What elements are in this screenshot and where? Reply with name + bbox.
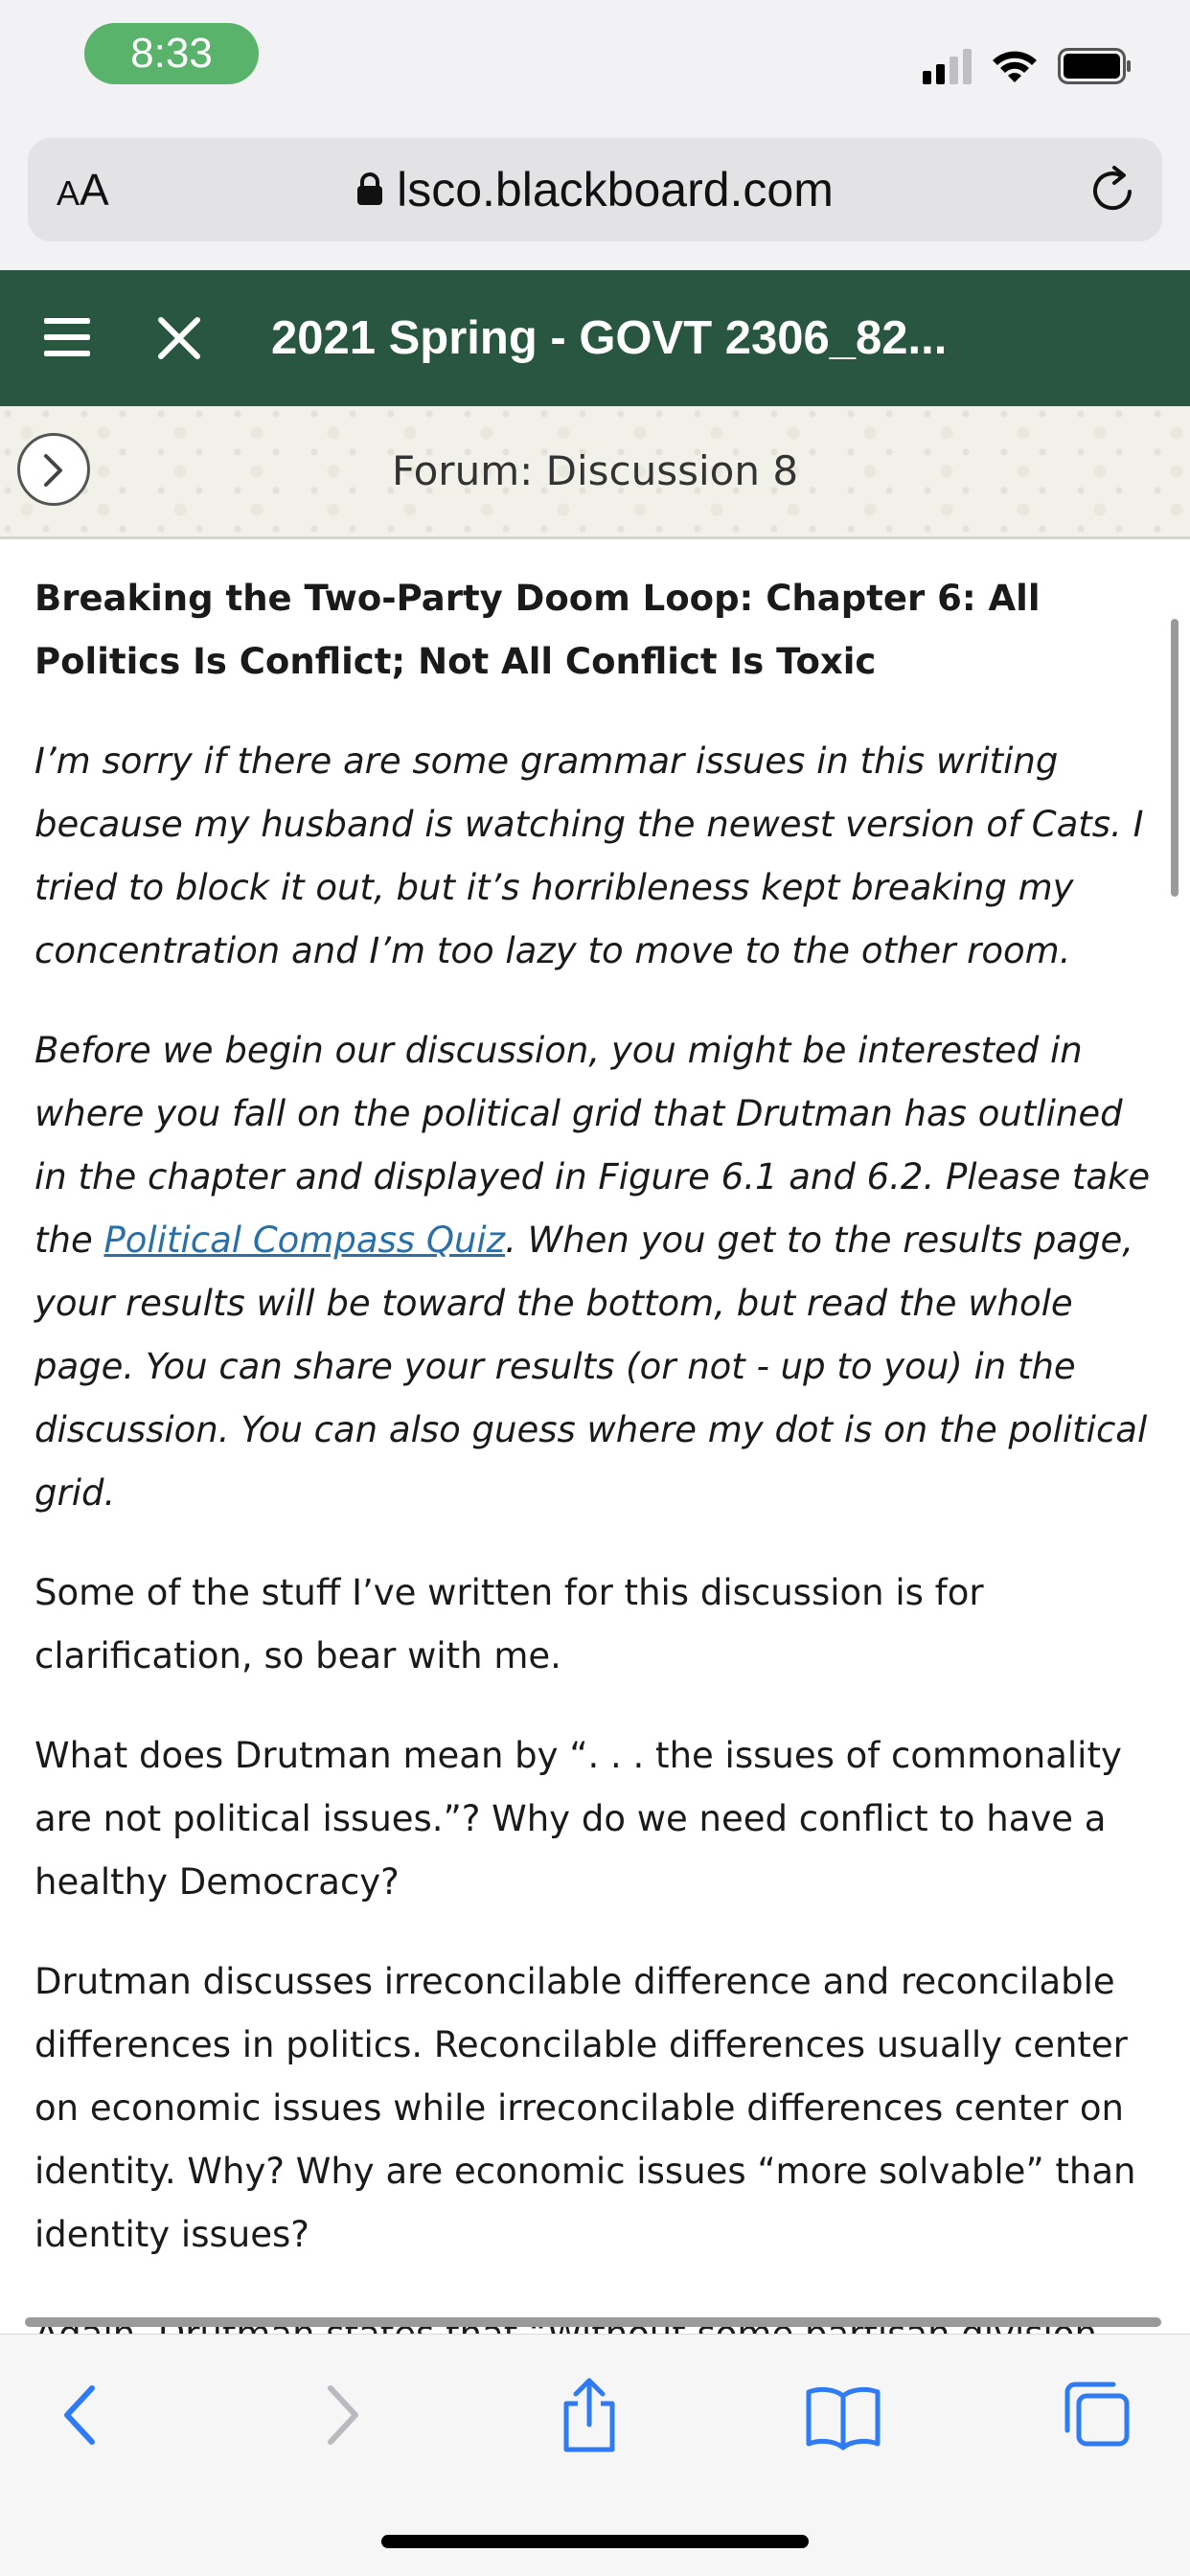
post-paragraph-2: Before we begin our discussion, you might be interested in where you fall on the political grid that Drutman has outlined in the chapter and displayed in Figure 6.1 and 6.2. Please take the Political Compass Quiz. When you get to the results page, your results will be toward the bottom, but read the whole page. You can share your results (or not - up to you) in the discussion. You can also guess where my dot is on the political grid. xyxy=(34,1030,1151,1514)
cellular-signal-icon xyxy=(923,46,972,84)
back-icon[interactable] xyxy=(44,2375,125,2455)
post-paragraph-4: What does Drutman mean by “. . . the issues of commonality are not political issues.”? Why do we need conflict to have a healthy Democracy? xyxy=(34,1735,1122,1903)
forward-icon[interactable] xyxy=(300,2375,380,2455)
status-time: 8:33 xyxy=(84,23,259,84)
post-title: Breaking the Two-Party Doom Loop: Chapter 6: All Politics Is Conflict; Not All Conflict Is Toxic xyxy=(34,578,1041,682)
home-indicator xyxy=(381,2535,809,2548)
url-text: lsco.blackboard.com xyxy=(397,163,834,217)
menu-icon[interactable] xyxy=(44,318,90,356)
political-compass-quiz-link[interactable]: Political Compass Quiz xyxy=(103,1220,506,1261)
battery-icon xyxy=(1058,48,1133,84)
close-icon[interactable] xyxy=(155,314,203,362)
forum-title: Forum: Discussion 8 xyxy=(391,447,799,494)
status-icons xyxy=(923,42,1133,84)
vertical-scrollbar[interactable] xyxy=(1171,619,1179,897)
post-content xyxy=(34,536,1156,2318)
status-bar xyxy=(0,0,1190,125)
post-paragraph-3: Some of the stuff I’ve written for this discussion is for clarification, so bear with me. xyxy=(34,1572,984,1676)
url-display[interactable] xyxy=(28,138,1162,241)
browser-address-area xyxy=(0,125,1190,270)
tabs-icon[interactable] xyxy=(1056,2375,1136,2455)
reader-options-button[interactable]: AA xyxy=(57,165,109,215)
wifi-icon xyxy=(991,48,1039,84)
address-bar[interactable] xyxy=(28,138,1162,241)
course-header xyxy=(0,270,1190,406)
post-paragraph-1: I’m sorry if there are some grammar issues in this writing because my husband is watching the newest version of Cats. I tried to block it out, but it’s horribleness kept breaking my concentration and I’m too lazy to move to the other room. xyxy=(34,741,1144,971)
bookmarks-icon[interactable] xyxy=(803,2375,883,2455)
forum-bar xyxy=(0,406,1190,539)
share-icon[interactable] xyxy=(549,2375,629,2455)
post-paragraph-5: Drutman discusses irreconcilable difference and reconcilable differences in politics. Reconcilable differences usually center on economic issues while irreconcilable differences center on identity. Why? Why are economic issues “more solvable” than identity issues? xyxy=(34,1961,1136,2255)
horizontal-scrollbar[interactable] xyxy=(25,2317,1161,2327)
course-title[interactable]: 2021 Spring - GOVT 2306_82... xyxy=(271,312,948,364)
reload-icon[interactable] xyxy=(1086,163,1139,217)
lock-icon xyxy=(356,138,383,241)
